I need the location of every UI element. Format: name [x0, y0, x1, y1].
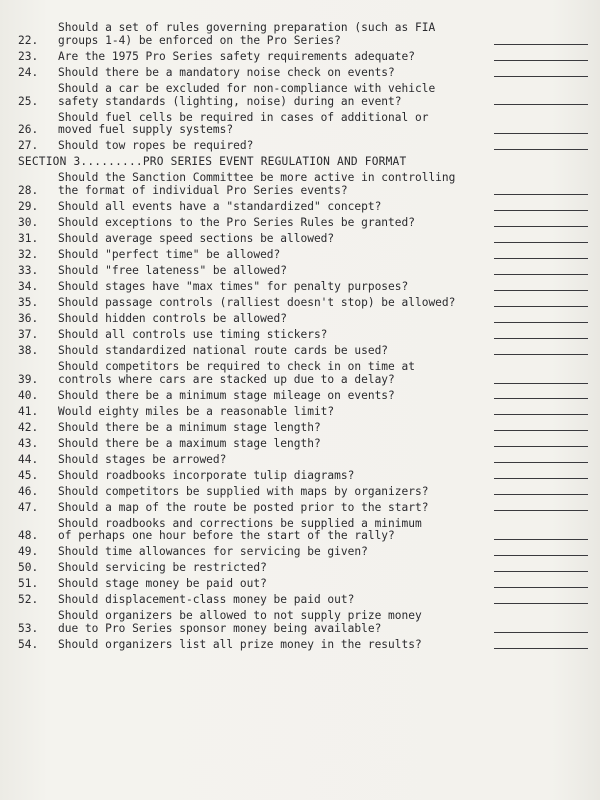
- question-item: [18, 297, 588, 310]
- question-text: Should roadbooks and corrections be supplied a minimum of perhaps one hour before the start of the rally?: [58, 516, 422, 543]
- question-item: [18, 406, 588, 419]
- answer-blank[interactable]: [494, 132, 588, 134]
- answer-blank[interactable]: [494, 289, 588, 291]
- question-text: Should stage money be paid out?: [58, 577, 267, 591]
- question-number: 46.: [18, 484, 39, 498]
- question-item: [18, 345, 588, 358]
- question-number: 29.: [18, 200, 39, 214]
- question-text: Should displacement-class money be paid out?: [58, 593, 355, 607]
- question-number: 23.: [18, 49, 39, 63]
- answer-blank[interactable]: [494, 602, 588, 604]
- question-text: Should competitors be supplied with maps by organizers?: [58, 484, 429, 498]
- question-text: Should all controls use timing stickers?: [58, 327, 328, 341]
- answer-blank[interactable]: [494, 305, 588, 307]
- question-item: [18, 470, 588, 483]
- question-item: [18, 610, 588, 636]
- question-text: Should exceptions to the Pro Series Rules be granted?: [58, 216, 415, 230]
- question-item: [18, 67, 588, 80]
- question-item: [18, 201, 588, 214]
- question-text: Should servicing be restricted?: [58, 561, 267, 575]
- question-item: [18, 546, 588, 559]
- question-item: [18, 233, 588, 246]
- question-number: 36.: [18, 311, 39, 325]
- answer-blank[interactable]: [494, 586, 588, 588]
- question-text: Should fuel cells be required in cases of additional or moved fuel supply systems?: [58, 110, 429, 137]
- question-number: 48.: [18, 529, 39, 543]
- question-text: Should all events have a "standardized" concept?: [58, 200, 382, 214]
- question-number: 44.: [18, 452, 39, 466]
- answer-blank[interactable]: [494, 225, 588, 227]
- answer-blank[interactable]: [494, 554, 588, 556]
- question-item: [18, 112, 588, 138]
- answer-blank[interactable]: [494, 337, 588, 339]
- question-number: 33.: [18, 264, 39, 277]
- answer-blank[interactable]: [494, 397, 588, 399]
- answer-blank[interactable]: [494, 493, 588, 495]
- question-text: Should stages have "max times" for penalty purposes?: [58, 279, 409, 293]
- question-number: 26.: [18, 123, 39, 137]
- question-item: [18, 578, 588, 591]
- question-item: [18, 594, 588, 607]
- question-item: [18, 502, 588, 515]
- question-text: Are the 1975 Pro Series safety requirements adequate?: [58, 49, 415, 63]
- answer-blank[interactable]: [494, 570, 588, 572]
- questions-group-1: [18, 22, 588, 153]
- question-number: 49.: [18, 545, 39, 559]
- question-number: 32.: [18, 248, 39, 262]
- question-text: Should roadbooks incorporate tulip diagrams?: [58, 468, 355, 482]
- question-item: [18, 217, 588, 230]
- question-item: [18, 281, 588, 294]
- question-number: 39.: [18, 372, 39, 386]
- question-text: Should organizers list all prize money in the results?: [58, 638, 422, 652]
- answer-blank[interactable]: [494, 538, 588, 540]
- question-number: 34.: [18, 279, 39, 293]
- question-text: Should there be a mandatory noise check on events?: [58, 65, 395, 79]
- question-text: Should there be a minimum stage length?: [58, 420, 321, 434]
- answer-blank[interactable]: [494, 509, 588, 511]
- question-item: [18, 249, 588, 262]
- answer-blank[interactable]: [494, 413, 588, 415]
- answer-blank[interactable]: [494, 148, 588, 150]
- answer-blank[interactable]: [494, 647, 588, 649]
- question-item: [18, 22, 588, 48]
- question-number: 37.: [18, 327, 39, 341]
- question-number: 47.: [18, 500, 39, 514]
- answer-blank[interactable]: [494, 257, 588, 259]
- question-number: 25.: [18, 94, 39, 108]
- question-number: 24.: [18, 65, 39, 79]
- question-number: 50.: [18, 561, 39, 575]
- answer-blank[interactable]: [494, 75, 588, 77]
- question-text: Should hidden controls be allowed?: [58, 311, 288, 325]
- question-item: [18, 265, 588, 278]
- question-item: [18, 361, 588, 387]
- question-item: [18, 140, 588, 153]
- question-item: [18, 51, 588, 64]
- answer-blank[interactable]: [494, 321, 588, 323]
- question-item: [18, 518, 588, 544]
- question-number: 52.: [18, 593, 39, 607]
- question-number: 38.: [18, 343, 39, 357]
- question-text: Should organizers be allowed to not supply prize money due to Pro Series sponsor money being available?: [58, 609, 422, 636]
- answer-blank[interactable]: [494, 631, 588, 633]
- question-text: Should there be a maximum stage length?: [58, 436, 321, 450]
- question-number: 28.: [18, 184, 39, 198]
- answer-blank[interactable]: [494, 43, 588, 45]
- question-item: [18, 390, 588, 403]
- answer-blank[interactable]: [494, 382, 588, 384]
- answer-blank[interactable]: [494, 59, 588, 61]
- question-item: [18, 313, 588, 326]
- question-text: Should a map of the route be posted prior to the start?: [58, 500, 429, 514]
- answer-blank[interactable]: [494, 477, 588, 479]
- question-number: 40.: [18, 388, 39, 402]
- answer-blank[interactable]: [494, 241, 588, 243]
- answer-blank[interactable]: [494, 209, 588, 211]
- answer-blank[interactable]: [494, 429, 588, 431]
- question-number: 51.: [18, 577, 39, 591]
- question-item: [18, 329, 588, 342]
- question-text: Should there be a minimum stage mileage on events?: [58, 388, 395, 402]
- questionnaire: [18, 22, 588, 655]
- question-number: 54.: [18, 638, 39, 652]
- question-text: Should average speed sections be allowed?: [58, 232, 335, 246]
- question-item: [18, 83, 588, 109]
- question-number: 43.: [18, 436, 39, 450]
- answer-blank[interactable]: [494, 445, 588, 447]
- answer-blank[interactable]: [494, 461, 588, 463]
- question-text: Should stages be arrowed?: [58, 452, 227, 466]
- question-item: [18, 438, 588, 451]
- question-number: 41.: [18, 404, 39, 418]
- question-number: 30.: [18, 216, 39, 230]
- question-text: Should "perfect time" be allowed?: [58, 248, 281, 262]
- answer-blank[interactable]: [494, 193, 588, 195]
- question-text: Should time allowances for servicing be given?: [58, 545, 368, 559]
- question-item: [18, 562, 588, 575]
- question-number: 31.: [18, 232, 39, 246]
- question-number: 45.: [18, 468, 39, 482]
- question-text: Should the Sanction Committee be more active in controlling the format of individual Pro Series events?: [58, 171, 456, 198]
- question-item: [18, 172, 588, 198]
- question-item: [18, 486, 588, 499]
- question-text: Should standardized national route cards be used?: [58, 343, 389, 357]
- question-text: Should a set of rules governing preparation (such as FIA groups 1-4) be enforced on the Pro Series?: [58, 21, 436, 47]
- question-number: 27.: [18, 139, 39, 153]
- section-heading: SECTION 3.........PRO SERIES EVENT REGULATION AND FORMAT: [18, 155, 407, 169]
- answer-blank[interactable]: [494, 103, 588, 105]
- question-number: 42.: [18, 420, 39, 434]
- questions-group-2: [18, 172, 588, 652]
- question-text: Should competitors be required to check in on time at controls where cars are stacked up due to a delay?: [58, 359, 415, 386]
- question-item: [18, 639, 588, 652]
- question-text: Should passage controls (ralliest doesn't stop) be allowed?: [58, 295, 456, 309]
- question-number: 22.: [18, 33, 39, 47]
- question-item: [18, 422, 588, 435]
- question-text: Should a car be excluded for non-compliance with vehicle safety standards (lighting, noise) during an event?: [58, 81, 436, 108]
- question-text: Should "free lateness" be allowed?: [58, 264, 288, 277]
- question-number: 35.: [18, 295, 39, 309]
- question-text: Would eighty miles be a reasonable limit?: [58, 404, 335, 418]
- question-number: 53.: [18, 622, 39, 636]
- answer-blank[interactable]: [494, 353, 588, 355]
- question-text: Should tow ropes be required?: [58, 139, 254, 153]
- answer-blank[interactable]: [494, 273, 588, 275]
- question-item: [18, 454, 588, 467]
